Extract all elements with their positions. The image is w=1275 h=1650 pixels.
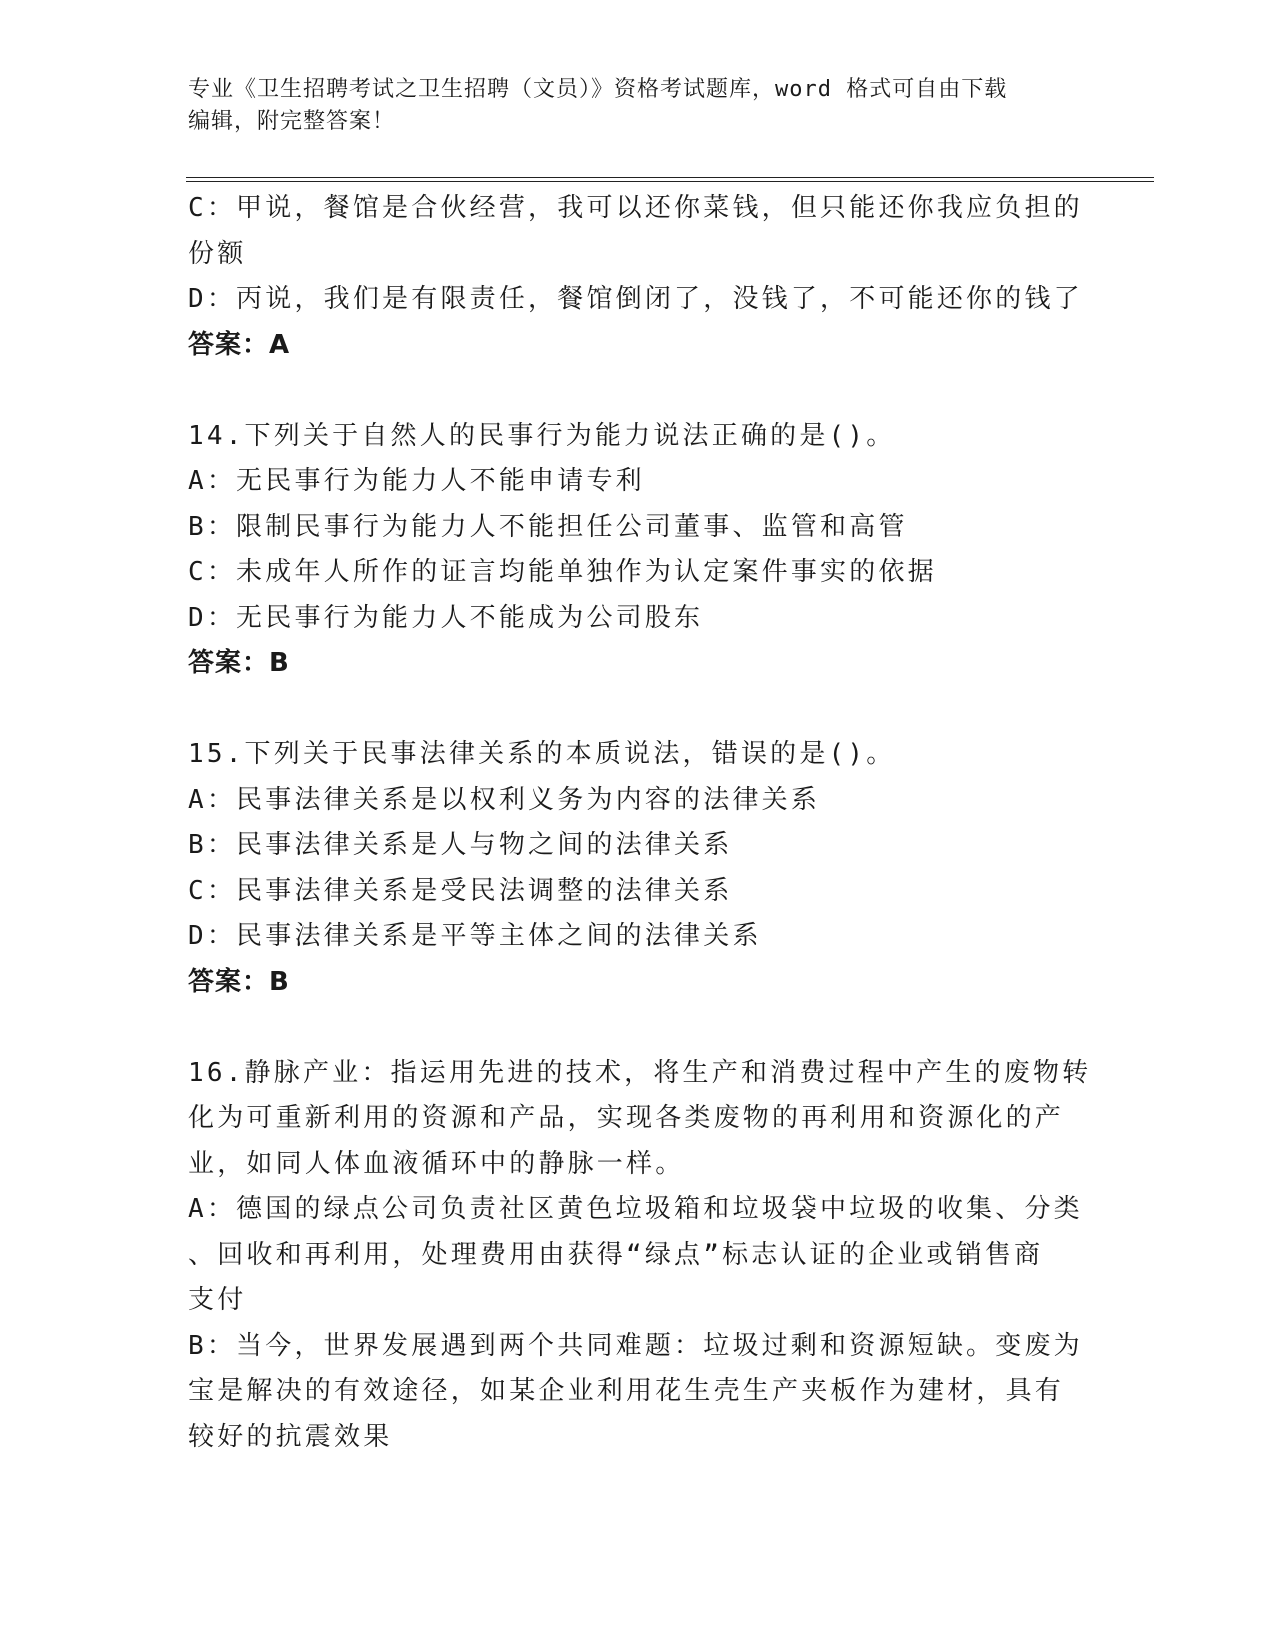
option-b-line-1: B：当今，世界发展遇到两个共同难题：垃圾过剩和资源短缺。变废为 [188, 1330, 1083, 1361]
option-a: A：无民事行为能力人不能申请专利 [188, 466, 645, 496]
option-a-line-1: A：德国的绿点公司负责社区黄色垃圾箱和垃圾袋中垃圾的收集、分类 [188, 1194, 1083, 1224]
option-c-line-2: 份额 [188, 238, 247, 269]
document-header [188, 74, 1068, 138]
option-b-line-2: 宝是解决的有效途径，如某企业利用花生壳生产夹板作为建材，具有 [188, 1376, 1065, 1406]
answer: 答案：B [188, 966, 290, 997]
question-stem-line-1: 16.静脉产业：指运用先进的技术，将生产和消费过程中产生的废物转 [188, 1057, 1092, 1088]
option-d: D：无民事行为能力人不能成为公司股东 [188, 602, 704, 633]
question-stem: 15.下列关于民事法律关系的本质说法，错误的是()。 [188, 739, 896, 769]
option-a: A：民事法律关系是以权利义务为内容的法律关系 [188, 784, 821, 815]
question-15 [188, 732, 1088, 1005]
answer: 答案：A [188, 329, 291, 360]
spacer [188, 368, 1088, 414]
spacer [188, 1005, 1088, 1051]
question-16 [188, 1051, 1092, 1461]
answer: 答案：B [188, 648, 290, 678]
option-b: B：民事法律关系是人与物之间的法律关系 [188, 830, 733, 860]
question-13-fragment [188, 186, 1088, 368]
option-b-line-3: 较好的抗震效果 [188, 1421, 393, 1452]
question-stem-line-2: 化为可重新利用的资源和产品，实现各类废物的再利用和资源化的产 [188, 1103, 1065, 1133]
question-stem: 14.下列关于自然人的民事行为能力说法正确的是()。 [188, 420, 896, 451]
question-14 [188, 414, 1088, 687]
option-d: D：民事法律关系是平等主体之间的法律关系 [188, 921, 762, 951]
header-divider [186, 177, 1154, 182]
option-b: B：限制民事行为能力人不能担任公司董事、监管和高管 [188, 511, 908, 542]
option-c: C：未成年人所作的证言均能单独作为认定案件事实的依据 [188, 557, 937, 587]
header-line-1: 专业《卫生招聘考试之卫生招聘（文员）》资格考试题库，word 格式可自由下载 [188, 77, 1008, 102]
option-a-line-2: 、回收和再利用，处理费用由获得“绿点”标志认证的企业或销售商 [188, 1239, 1044, 1270]
question-stem-line-3: 业，如同人体血液循环中的静脉一样。 [188, 1148, 685, 1179]
question-list [188, 186, 1092, 1460]
option-a-line-3: 支付 [188, 1285, 247, 1315]
spacer [188, 687, 1088, 733]
option-c: C：民事法律关系是受民法调整的法律关系 [188, 875, 733, 906]
option-c-line-1: C：甲说，餐馆是合伙经营，我可以还你菜钱，但只能还你我应负担的 [188, 193, 1083, 223]
option-d: D：丙说，我们是有限责任，餐馆倒闭了，没钱了，不可能还你的钱了 [188, 284, 1083, 314]
header-line-2: 编辑，附完整答案！ [188, 109, 396, 134]
